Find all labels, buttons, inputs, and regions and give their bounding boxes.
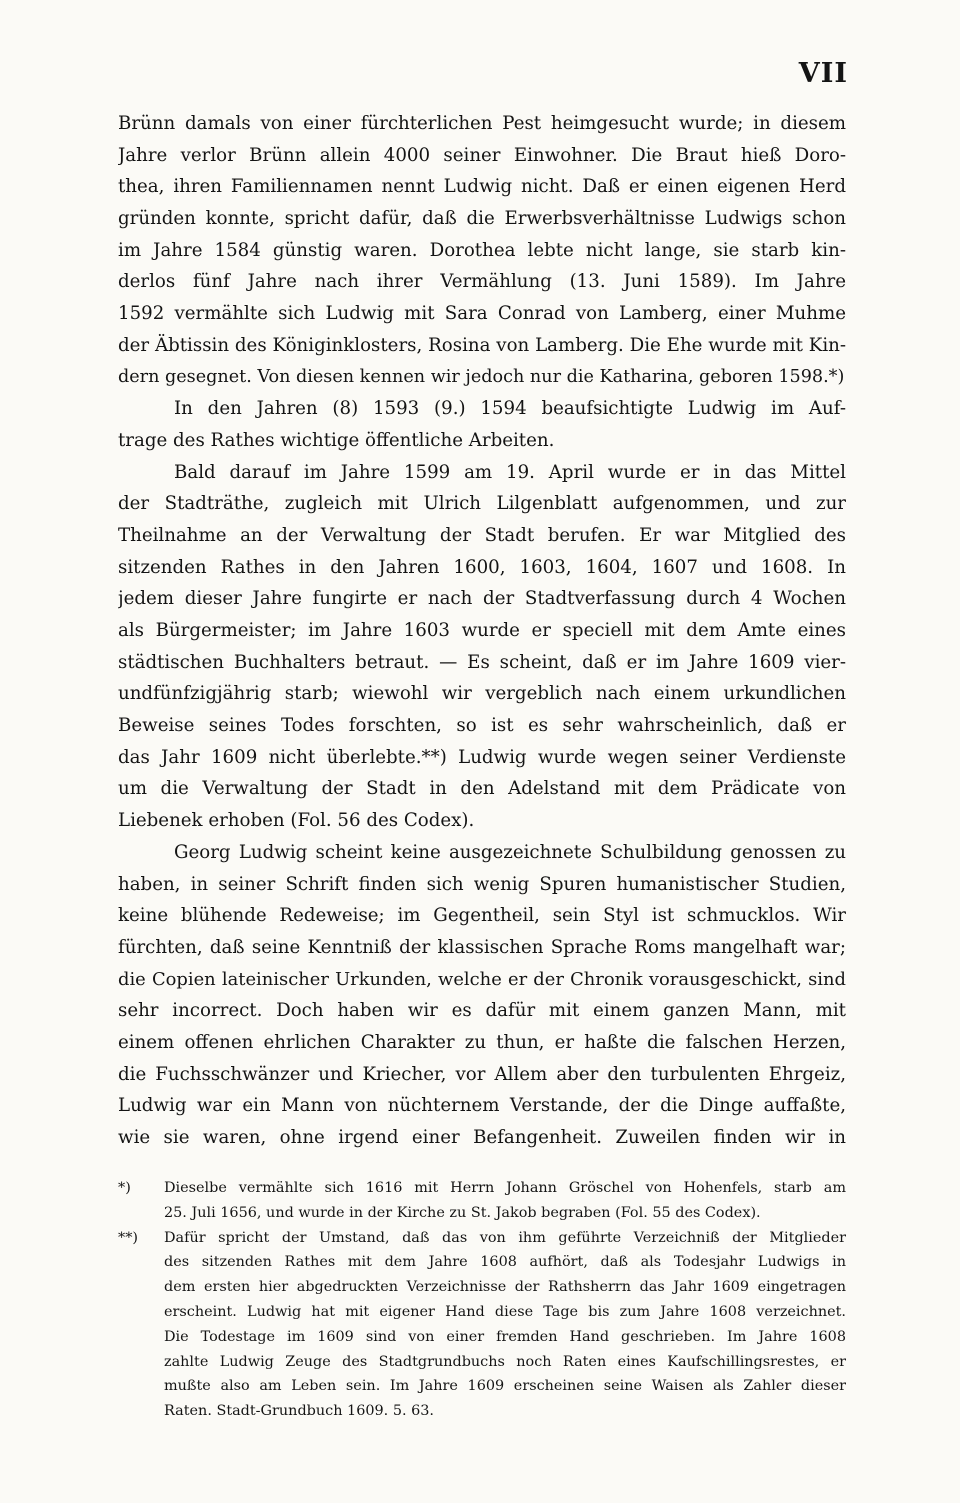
text-line: Beweise seines Todes forschten, so ist es sehr wahrscheinlich, daß er xyxy=(118,715,846,737)
footnote-2-line: Die Todestage im 1609 sind von einer fremden Hand geschrieben. Im Jahre 1608 xyxy=(164,1328,846,1345)
text-line: gründen konnte, spricht dafür, daß die Erwerbsverhältnisse Ludwigs schon xyxy=(118,208,846,230)
text-line: Bald darauf im Jahre 1599 am 19. April wurde er in das Mittel xyxy=(174,461,846,483)
text-line: In den Jahren (8) 1593 (9.) 1594 beaufsichtigte Ludwig im Auf- xyxy=(174,398,846,420)
text-line: 1592 vermählte sich Ludwig mit Sara Conrad von Lamberg, einer Muhme xyxy=(118,303,846,325)
text-line: städtischen Buchhalters betraut. — Es scheint, daß er im Jahre 1609 vier- xyxy=(118,651,846,673)
text-line: dern gesegnet. Von diesen kennen wir jedoch nur die Katharina, geboren 1598.*) xyxy=(118,366,845,387)
text-line: einem offenen ehrlichen Charakter zu thun, er haßte die falschen Herzen, xyxy=(118,1031,846,1053)
text-line: derlos fünf Jahre nach ihrer Vermählung (13. Juni 1589). Im Jahre xyxy=(118,271,846,293)
text-line: im Jahre 1584 günstig waren. Dorothea lebte nicht lange, sie starb kin- xyxy=(118,239,846,261)
text-line: der Stadträthe, zugleich mit Ulrich Lilgenblatt aufgenommen, und zur xyxy=(118,493,846,515)
text-line: keine blühende Redeweise; im Gegentheil, sein Styl ist schmucklos. Wir xyxy=(118,905,846,927)
text-line: thea, ihren Familiennamen nennt Ludwig nicht. Daß er einen eigenen Herd xyxy=(118,176,846,198)
text-line: sitzenden Rathes in den Jahren 1600, 1603, 1604, 1607 und 1608. In xyxy=(118,556,846,578)
text-line: haben, in seiner Schrift finden sich wenig Spuren humanistischer Studien, xyxy=(118,873,846,895)
text-line: als Bürgermeister; im Jahre 1603 wurde er speciell mit dem Amte eines xyxy=(118,620,846,641)
footnote-2-line: dem ersten hier abgedruckten Verzeichnisse der Rathsherrn das Jahr 1609 eingetragen xyxy=(164,1279,846,1296)
text-line: Jahre verlor Brünn allein 4000 seiner Einwohner. Die Braut hieß Doro- xyxy=(118,144,846,166)
text-line: Georg Ludwig scheint keine ausgezeichnete Schulbildung genossen zu xyxy=(174,841,846,863)
footnote-2-line: Raten. Stadt-Grundbuch 1609. 5. 63. xyxy=(164,1403,435,1420)
text-line: die Copien lateinischer Urkunden, welche er der Chronik vorausgeschickt, sind xyxy=(118,968,846,990)
footnote-1-line xyxy=(118,1176,846,1201)
footnote-marker: *) xyxy=(118,1180,131,1196)
footnote-2-line: mußte also am Leben sein. Im Jahre 1609 erscheinen seine Waisen als Zahler dieser xyxy=(164,1378,846,1395)
text-line: fürchten, daß seine Kenntniß der klassischen Sprache Roms mangelhaft war; xyxy=(118,936,846,958)
text-line: trage des Rathes wichtige öffentliche Arbeiten. xyxy=(118,429,555,451)
footnote-text: Dieselbe vermählte sich 1616 mit Herrn Johann Gröschel von Hohenfels, starb am xyxy=(164,1180,846,1196)
footnotes xyxy=(118,1176,846,1424)
footnote-text: Dafür spricht der Umstand, daß das von ihm geführte Verzeichniß der Mitglieder xyxy=(164,1229,846,1246)
text-line: Theilnahme an der Verwaltung der Stadt berufen. Er war Mitglied des xyxy=(118,524,846,546)
footnote-2-line: des sitzenden Rathes mit dem Jahre 1608 aufhört, daß als Todesjahr Ludwigs in xyxy=(164,1254,846,1271)
page-number: VII xyxy=(798,58,848,89)
footnote-2-line xyxy=(118,1226,846,1251)
text-line: jedem dieser Jahre fungirte er nach der Stadtverfassung durch 4 Wochen xyxy=(118,588,846,610)
text-line: wie sie waren, ohne irgend einer Befangenheit. Zuweilen finden wir in xyxy=(118,1127,846,1148)
footnote-2-line: erscheint. Ludwig hat mit eigener Hand diese Tage bis zum Jahre 1608 verzeichnet. xyxy=(164,1303,846,1320)
text-line: sehr incorrect. Doch haben wir es dafür mit einem ganzen Mann, mit xyxy=(118,1000,846,1022)
text-line: Ludwig war ein Mann von nüchternem Verstande, der die Dinge auffaßte, xyxy=(118,1095,846,1117)
text-line: undfünfzigjährig starb; wiewohl wir vergeblich nach einem urkundlichen xyxy=(118,683,846,705)
text-line: Liebenek erhoben (Fol. 56 des Codex). xyxy=(118,810,475,832)
footnote-marker: **) xyxy=(118,1229,139,1246)
text-line: das Jahr 1609 nicht überlebte.**) Ludwig wurde wegen seiner Verdienste xyxy=(118,746,846,768)
text-line: die Fuchsschwänzer und Kriecher, vor Allem aber den turbulenten Ehrgeiz, xyxy=(118,1063,846,1085)
main-text xyxy=(118,108,846,1154)
text-line: um die Verwaltung der Stadt in den Adelstand mit dem Prädicate von xyxy=(118,778,846,800)
footnote-1-line: 25. Juli 1656, und wurde in der Kirche zu St. Jakob begraben (Fol. 55 des Codex). xyxy=(164,1204,761,1221)
footnote-2-line: zahlte Ludwig Zeuge des Stadtgrundbuchs noch Raten eines Kaufschillingsrestes, er xyxy=(164,1353,846,1370)
text-line: der Äbtissin des Königinklosters, Rosina von Lamberg. Die Ehe wurde mit Kin- xyxy=(118,334,846,356)
text-line: Brünn damals von einer fürchterlichen Pest heimgesucht wurde; in diesem xyxy=(118,113,846,134)
